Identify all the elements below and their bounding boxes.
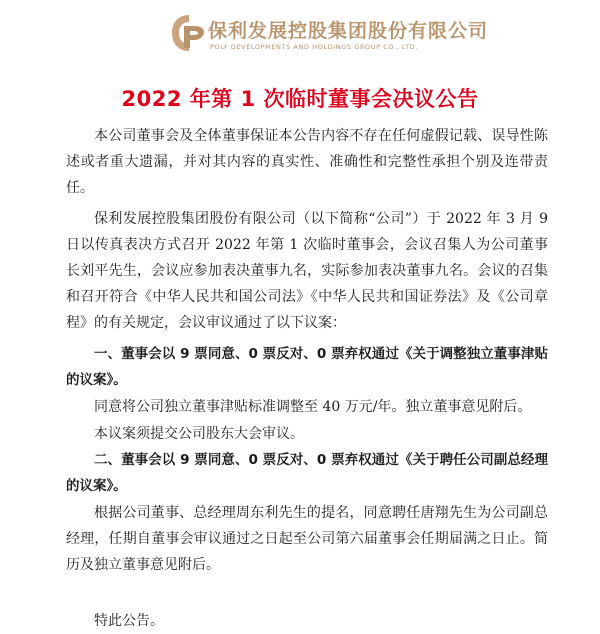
poly-logo-icon xyxy=(168,12,210,54)
document-header xyxy=(168,10,489,58)
resolution-1-note: 本议案须提交公司股东大会审议。 xyxy=(94,426,304,442)
intro-statement: 本公司董事会及全体董事保证本公告内容不存在任何虚假记载、误导性陈述或者重大遗漏，并对其内容的真实性、准确性和完整性承担个别及连带责任。 xyxy=(66,128,548,196)
company-name-cn: 保利发展控股集团股份有限公司 xyxy=(208,20,489,42)
document-title: 2022 年第 1 次临时董事会决议公告 xyxy=(121,87,479,111)
closing-statement: 特此公告。 xyxy=(94,613,164,629)
resolution-1-detail: 同意将公司独立董事津贴标准调整至 40 万元/年。独立董事意见附后。 xyxy=(94,399,532,415)
resolution-2-heading: 二、董事会以 9 票同意、0 票反对、0 票弃权通过《关于聘任公司副总经理的议案》。 xyxy=(66,452,548,494)
company-name-en: POLY DEVELOPMENTS AND HOLDINGS GROUP CO., LTD. xyxy=(210,43,419,51)
resolution-1-heading: 一、董事会以 9 票同意、0 票反对、0 票弃权通过《关于调整独立董事津贴的议案》。 xyxy=(66,346,548,388)
resolution-2-detail: 根据公司董事、总经理周东利先生的提名，同意聘任唐翔先生为公司副总经理，任期自董事会审议通过之日起至公司第六届董事会任期届满之日止。简历及独立董事意见附后。 xyxy=(66,505,548,573)
meeting-paragraph: 保利发展控股集团股份有限公司（以下简称“公司”）于 2022 年 3 月 9 日以传真表决方式召开 2022 年第 1 次临时董事会，会议召集人为公司董事长刘平先生，会议应参加表决董事九名，实际参加表决董事九名。会议的召集和召开符合《中华人民共和国公司法》《中华人民共和国证券法》及《公司章程》的有关规定，会议审议通过了以下议案： xyxy=(66,211,548,331)
